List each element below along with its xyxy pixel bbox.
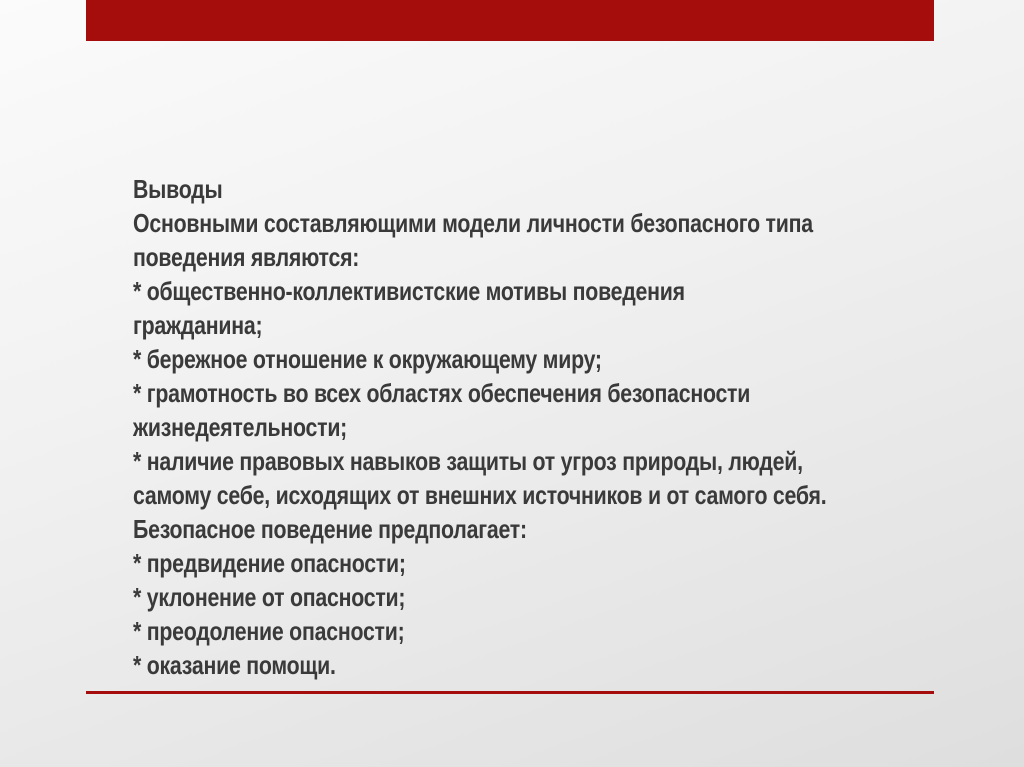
bullet-line: * общественно-коллективистские мотивы поведения bbox=[133, 276, 685, 306]
bullet-line: * оказание помощи. bbox=[133, 650, 336, 680]
bullet-line: * наличие правовых навыков защиты от угроз природы, людей, bbox=[133, 446, 803, 476]
slide-heading: Выводы bbox=[133, 174, 223, 204]
bullet-line: * предвидение опасности; bbox=[133, 548, 406, 578]
text-line: Безопасное поведение предполагает: bbox=[133, 514, 527, 544]
bullet-line: * бережное отношение к окружающему миру; bbox=[133, 344, 602, 374]
slide-text-body bbox=[133, 172, 827, 682]
text-line: Основными составляющими модели личности безопасного типа bbox=[133, 208, 813, 238]
text-line: гражданина; bbox=[133, 310, 263, 340]
text-line: жизнедеятельности; bbox=[133, 412, 348, 442]
bullet-line: * уклонение от опасности; bbox=[133, 582, 406, 612]
text-line: самому себе, исходящих от внешних источников и от самого себя. bbox=[133, 480, 827, 510]
footer-divider-line bbox=[86, 691, 934, 694]
bullet-line: * грамотность во всех областях обеспечения безопасности bbox=[133, 378, 751, 408]
text-line: поведения являются: bbox=[133, 242, 360, 272]
bullet-line: * преодоление опасности; bbox=[133, 616, 405, 646]
header-accent-bar bbox=[86, 0, 934, 41]
